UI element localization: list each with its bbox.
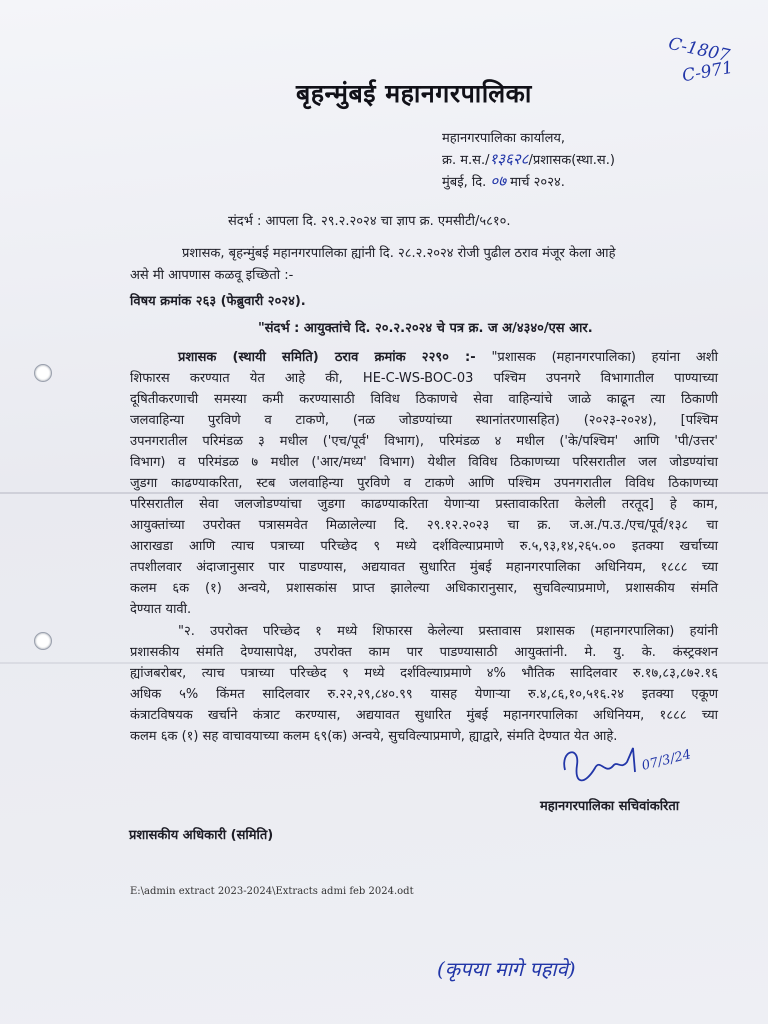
para2-line: कंत्राटविषयक खर्चाने कंत्राट करण्यास, अद्ययावत सुधारित मुंबई महानगरपालिका अधिनियम, १८८८ च्या bbox=[130, 708, 718, 723]
para1-line: "प्रशासक (महानगरपालिका) हयांना अशी bbox=[491, 350, 719, 365]
handwritten-ref-1: C-1807 bbox=[666, 33, 732, 67]
punch-hole-top bbox=[34, 364, 52, 382]
para2-line: प्रशासकीय संमति देण्यासापेक्ष, उपरोक्त काम पार पाडण्यासाठी आयुक्तांनी. मे. यु. के. कंस्ट्रक्शन bbox=[130, 645, 718, 660]
resolution-label: प्रशासक (स्थायी समिति) ठराव क्रमांक २२९० :- bbox=[178, 350, 476, 365]
reference-line: संदर्भ : आपला दि. २९.२.२०२४ चा ज्ञाप क्र. एमसीटी/५८१०. bbox=[228, 214, 511, 229]
office-line: महानगरपालिका कार्यालय, bbox=[442, 131, 566, 146]
intro-line-1: प्रशासक, बृहन्मुंबई महानगरपालिका ह्यांनी दि. २८.२.२०२४ रोजी पुढील ठराव मंजूर केला आहे bbox=[182, 246, 616, 261]
admin-officer-label: प्रशासकीय अधिकारी (समिति) bbox=[129, 828, 274, 843]
para2-line: अधिक ५% किंमत सादिलवार रु.२२,२९,८४०.९९ यासह येणाऱ्या रु.४,८६,१०,५१६.२४ इतक्या एकूण bbox=[130, 687, 718, 702]
intro-line-2: असे मी आपणास कळवू इच्छितो :- bbox=[130, 268, 294, 283]
page-title: बृहन्मुंबई महानगरपालिका bbox=[296, 79, 532, 108]
para1-line: विभाग) व परिमंडळ ७ मधील ('आर/मध्य' विभाग) येथील विविध ठिकाणच्या परिसरातील जल जोडण्यांचा bbox=[130, 455, 718, 470]
para1-line: देण्यात यावी. bbox=[130, 602, 192, 617]
para2-line: ह्यांजबरोबर, त्याच पत्राच्या परिच्छेद ९ मध्ये दर्शविल्याप्रमाणे ४% भौतिक सादिलवार रु.१७,८३,८७२.१६ bbox=[130, 666, 718, 681]
para1-line: आराखडा आणि त्याच पत्राच्या परिच्छेद ९ मध्ये दर्शविल्याप्रमाणे रु.५,९३,१४,२६५.०० इतक्या खर्चाच्या bbox=[130, 539, 718, 554]
signatory-label: महानगरपालिका सचिवांकरिता bbox=[540, 799, 680, 814]
resolution-paragraph-1 bbox=[130, 347, 718, 620]
handwritten-ref-2: C-971 bbox=[680, 57, 735, 87]
para1-line: कलम ६क (१) अन्वये, प्रशासकांस प्राप्त झालेल्या अधिकारानुसार, सुचविल्याप्रमाणे, प्रशासकीय संमति bbox=[130, 581, 718, 596]
subject-line: विषय क्रमांक २६३ (फेब्रुवारी २०२४). bbox=[130, 294, 306, 309]
handwritten-please-turn-over: (कृपया मागे पहावे) bbox=[437, 957, 576, 981]
para1-first-line bbox=[130, 347, 718, 368]
para1-line: आयुक्तांच्या उपरोक्त पत्रासमवेत मिळालेल्या दि. २९.१२.२०२३ चा क्र. ज.अ./प.उ./एच/पूर्व/१३८ चा bbox=[130, 518, 718, 533]
handwritten-ref-number: १३६२८ bbox=[489, 150, 529, 168]
date-line bbox=[442, 171, 615, 193]
date-prefix: मुंबई, दि. bbox=[442, 175, 487, 190]
signature-date: 07/3/24 bbox=[640, 747, 693, 774]
reference-number-line bbox=[442, 149, 615, 171]
para2-line: "२. उपरोक्त परिच्छेद १ मध्ये शिफारस केलेल्या प्रस्तावास प्रशासक (महानगरपालिका) हयांनी bbox=[178, 624, 718, 639]
file-path: E:\admin extract 2023-2024\Extracts admi feb 2024.odt bbox=[130, 886, 414, 897]
resolution-paragraph-2 bbox=[130, 621, 718, 747]
para1-line: परिसरातील सेवा जलजोडण्यांचा जुडगा काढण्याकरिता येणाऱ्या प्रस्तावाकरिता केलेली तरतूद] हे काम, bbox=[130, 497, 718, 512]
para1-line: शिफारस करण्यात येत आहे की, HE-C-WS-BOC-03 पश्चिम उपनगरे विभागातील पाण्याच्या bbox=[130, 371, 718, 386]
para1-line: जलवाहिन्या पुरविणे व टाकणे, (नळ जोडण्यांच्या स्थानांतरणासहित) (२०२३-२०२४), [पश्चिम bbox=[130, 413, 718, 428]
handwritten-date-day: ०७ bbox=[490, 172, 506, 190]
para1-line: तपशीलवार अंदाजानुसार पार पाडण्यास, अद्ययावत सुधारित मुंबई महानगरपालिका अधिनियम, १८८८ च्या bbox=[130, 560, 718, 575]
ref-prefix: क्र. म.स./ bbox=[442, 153, 490, 168]
punch-hole-bottom bbox=[34, 632, 52, 650]
para2-line: कलम ६क (१) सह वाचावयाच्या कलम ६९(क) अन्वये, सुचविल्याप्रमाणे, ह्याद्वारे, संमति देण्यात येत आहे. bbox=[130, 729, 618, 744]
sub-reference-line: "संदर्भ : आयुक्तांचे दि. २०.२.२०२४ चे पत्र क्र. ज अ/४३४०/एस आर. bbox=[258, 321, 593, 336]
date-suffix: मार्च २०२४. bbox=[510, 175, 565, 190]
para1-line: जुडगा काढण्याकरिता, स्टब जलवाहिन्या पुरविणे व टाकणे आणि पश्चिम उपनगरातील विविध ठिकाणच्या bbox=[130, 476, 718, 491]
para1-line: उपनगरातील परिमंडळ ३ मधील ('एच/पूर्व' विभाग), परिमंडळ ४ मधील ('के/पश्चिम' आणि 'पी/उत्तर' bbox=[130, 434, 718, 449]
para1-line: दूषितीकरणाची समस्या कमी करण्यासाठी विविध ठिकाणचे सेवा वाहिन्यांचे जाळे काढून त्या ठिकाणी bbox=[130, 392, 718, 407]
office-address-block bbox=[442, 128, 615, 193]
handwritten-signature bbox=[555, 740, 695, 790]
ref-suffix: /प्रशासक(स्था.स.) bbox=[528, 153, 615, 168]
